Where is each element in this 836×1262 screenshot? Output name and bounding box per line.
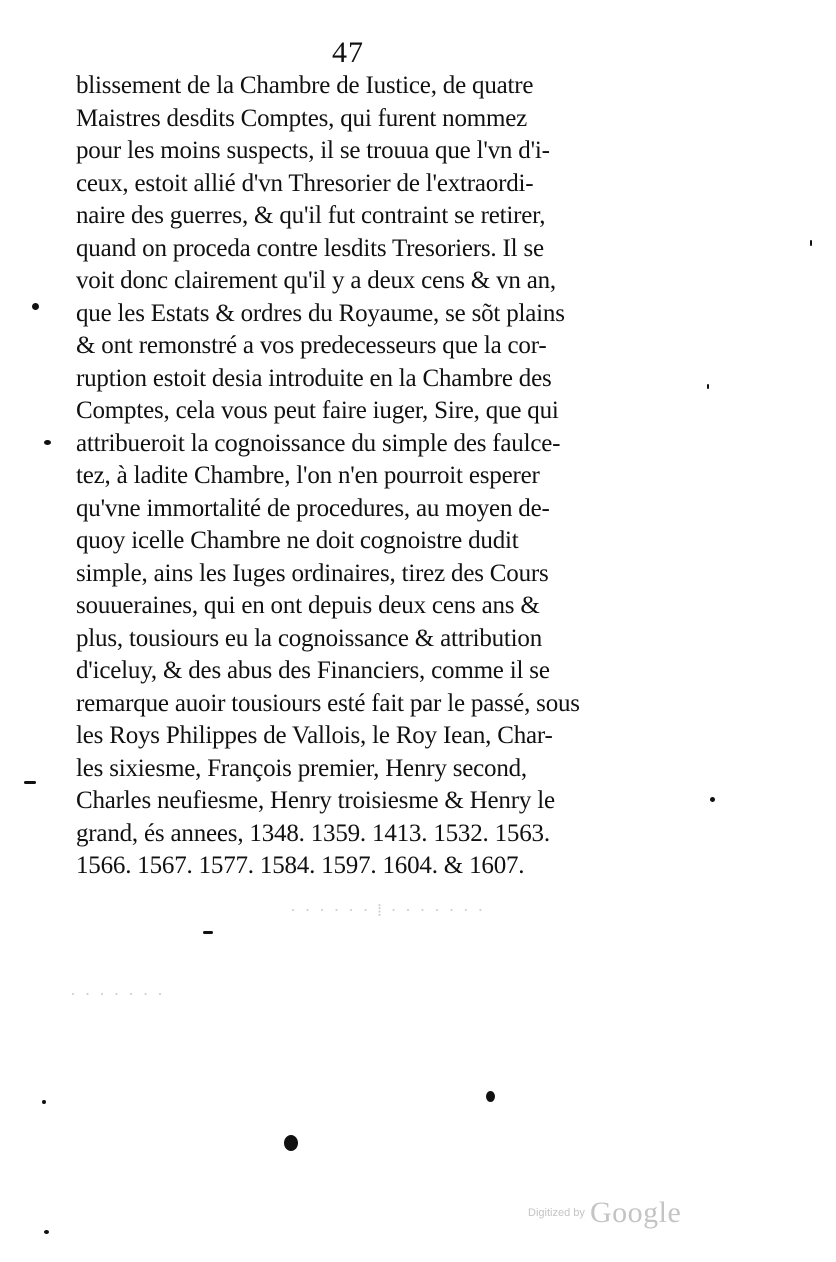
text-line: & ont remonstré a vos predecesseurs que la cor- [76, 332, 547, 359]
ink-speck [44, 440, 51, 445]
ink-speck [710, 797, 715, 802]
ink-speck [707, 384, 709, 389]
ink-speck [284, 1135, 298, 1151]
text-line: d'iceluy, & des abus des Financiers, comme il se [76, 657, 550, 684]
text-line: tez, à ladite Chambre, l'on n'en pourroit esperer [76, 462, 540, 489]
text-line: remarque auoir tousiours esté fait par le passé, sous [76, 689, 580, 717]
digitized-by-google-watermark [528, 1196, 681, 1230]
text-line: attribueroit la cognoissance du simple des faulce- [76, 429, 561, 457]
text-line: Charles neufiesme, Henry troisiesme & Henry le [76, 787, 555, 814]
text-line: souueraines, qui en ont depuis deux cens ans & [76, 592, 540, 619]
text-line: 1566. 1567. 1577. 1584. 1597. 1604. & 1607. [76, 852, 525, 879]
text-line: naire des guerres, & qu'il fut contraint se retirer, [76, 202, 546, 229]
bleed-through-mark: · · · · · · · [70, 984, 165, 1004]
ink-speck [44, 1230, 49, 1234]
text-line: quoy icelle Chambre ne doit cognoistre dudit [76, 527, 519, 554]
text-line: grand, és annees, 1348. 1359. 1413. 1532. 1563. [76, 819, 550, 847]
text-line: voit donc clairement qu'il y a deux cens & vn an, [76, 267, 556, 294]
ink-speck [203, 931, 213, 934]
watermark-prefix: Digitized by [528, 1207, 585, 1219]
text-line: pour les moins suspects, il se trouua que l'vn d'i- [76, 137, 550, 164]
text-line: blissement de la Chambre de Iustice, de quatre [76, 72, 534, 99]
text-line: que les Estats & ordres du Royaume, se sõt plains [76, 299, 565, 327]
text-line: simple, ains les Iuges ordinaires, tirez des Cours [76, 559, 549, 587]
ink-speck [42, 1100, 46, 1104]
bleed-through-mark: · · · · · · ⁞ · · · · · · · [290, 900, 486, 920]
google-logo: Google [589, 1196, 682, 1229]
text-line: les Roys Philippes de Vallois, le Roy Iean, Char- [76, 722, 553, 749]
text-line: plus, tousiours eu la cognoissance & attribution [76, 624, 543, 652]
ink-speck [24, 781, 36, 784]
ink-speck [32, 303, 39, 310]
text-line: les sixiesme, François premier, Henry second, [76, 754, 527, 782]
ink-speck [810, 240, 812, 246]
text-line: ceux, estoit allié d'vn Thresorier de l'extraordi- [76, 169, 534, 197]
ink-speck [486, 1091, 495, 1102]
text-line: ruption estoit desia introduite en la Chambre des [76, 364, 552, 392]
page-number: 47 [332, 36, 364, 69]
text-line: Maistres desdits Comptes, qui furent nommez [76, 104, 528, 132]
body-text [76, 70, 658, 883]
text-line: qu'vne immortalité de procedures, au moyen de- [76, 494, 550, 522]
text-line: quand on proceda contre lesdits Tresoriers. Il se [76, 234, 544, 262]
text-line: Comptes, cela vous peut faire iuger, Sire, que qui [76, 397, 559, 424]
